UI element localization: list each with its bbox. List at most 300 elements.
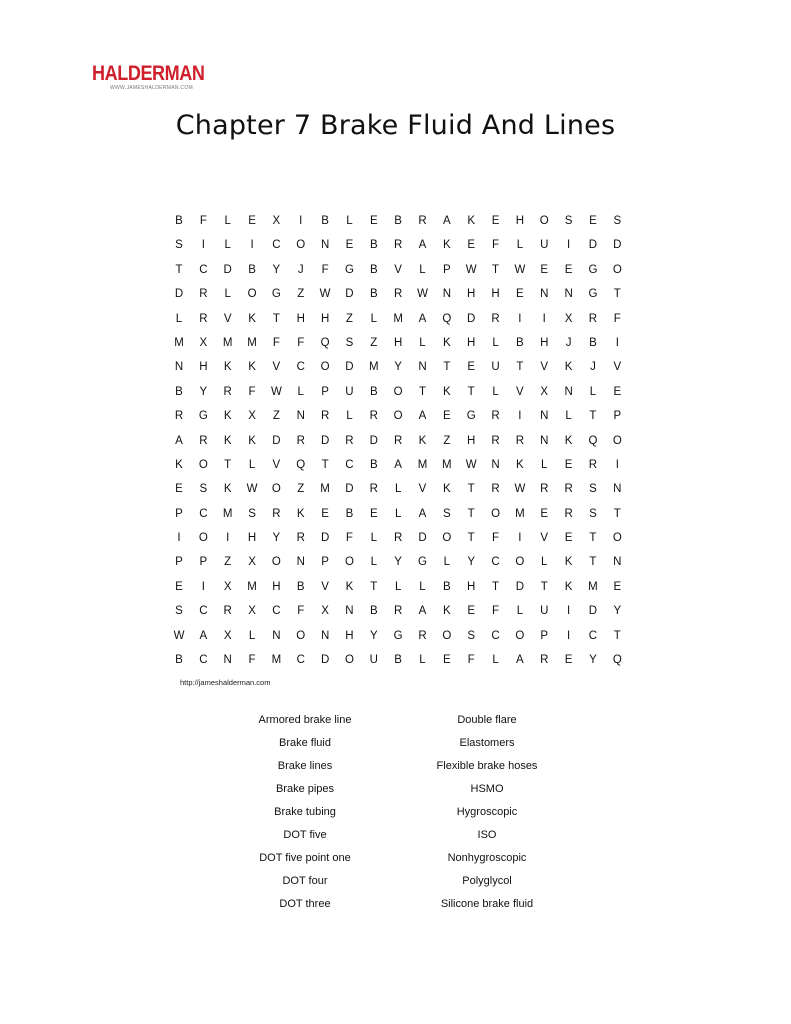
grid-letter: N <box>613 483 622 496</box>
grid-letter: K <box>345 580 354 593</box>
grid-letter: E <box>248 215 256 227</box>
grid-letter: C <box>588 629 598 642</box>
grid-letter: P <box>540 629 549 642</box>
grid-letter: D <box>613 239 622 252</box>
grid-letter: Y <box>369 629 378 642</box>
grid-letter: U <box>540 239 549 252</box>
grid-letter: O <box>612 263 622 276</box>
grid-letter: M <box>393 312 403 325</box>
grid-letter: D <box>320 532 330 545</box>
grid-letter: R <box>540 483 549 496</box>
grid-letter: L <box>589 385 597 398</box>
grid-letter: K <box>248 361 256 374</box>
grid-letter: N <box>320 239 330 252</box>
grid-letter: O <box>296 629 306 642</box>
grid-letter: J <box>565 336 572 349</box>
grid-letter: J <box>297 263 304 276</box>
grid-letter: O <box>198 458 208 471</box>
grid-letter: D <box>588 605 598 618</box>
grid-letter: B <box>369 239 378 252</box>
grid-letter: L <box>419 263 426 276</box>
grid-letter: T <box>589 556 597 569</box>
grid-letter: O <box>344 654 354 667</box>
grid-letter: N <box>296 410 305 423</box>
grid-letter: R <box>393 434 403 447</box>
grid-letter: B <box>369 385 378 398</box>
grid-letter: G <box>588 288 598 301</box>
grid-letter: H <box>320 312 330 325</box>
grid-letter: O <box>612 434 622 447</box>
grid-letter: L <box>541 458 548 471</box>
grid-letter: N <box>540 434 549 447</box>
grid-letter: Z <box>224 556 232 569</box>
grid-letter: K <box>175 458 183 471</box>
grid-letter: F <box>248 654 256 667</box>
grid-letter: L <box>419 336 426 349</box>
grid-letter: K <box>467 215 476 227</box>
grid-letter: M <box>222 507 233 520</box>
grid-letter: A <box>418 605 427 618</box>
grid-letter: F <box>492 532 500 545</box>
grid-letter: E <box>467 239 476 252</box>
grid-letter: T <box>370 580 378 593</box>
grid-letter: O <box>296 239 306 252</box>
grid-letter: H <box>540 336 549 349</box>
grid-letter: I <box>615 336 619 349</box>
grid-letter: N <box>564 288 573 301</box>
grid-letter: Q <box>296 458 306 471</box>
grid-letter: W <box>173 629 185 642</box>
grid-letter: H <box>467 434 476 447</box>
grid-letter: I <box>177 532 181 545</box>
word-list-item: Flexible brake hoses <box>436 760 538 772</box>
grid-letter: B <box>175 654 183 667</box>
grid-letter: E <box>540 263 549 276</box>
grid-letter: W <box>246 483 258 496</box>
grid-letter: Y <box>589 654 597 667</box>
grid-letter: N <box>540 410 549 423</box>
grid-letter: W <box>514 483 526 496</box>
grid-letter: R <box>199 288 208 301</box>
grid-letter: L <box>346 410 353 423</box>
grid-letter: R <box>491 434 500 447</box>
grid-letter: E <box>613 580 622 593</box>
grid-letter: M <box>222 336 233 349</box>
grid-letter: B <box>394 654 402 667</box>
grid-letter: P <box>321 385 329 398</box>
grid-letter: N <box>272 629 281 642</box>
grid-letter: F <box>613 312 621 325</box>
grid-letter: E <box>321 507 329 520</box>
grid-letter: I <box>250 239 254 252</box>
grid-letter: N <box>442 288 451 301</box>
grid-letter: S <box>175 605 183 618</box>
grid-letter: K <box>443 605 451 618</box>
grid-letter: R <box>174 410 184 423</box>
grid-letter: Q <box>612 654 622 667</box>
grid-letter: I <box>299 215 303 227</box>
grid-letter: R <box>393 239 403 252</box>
grid-letter: R <box>564 507 573 520</box>
word-list-item: Armored brake line <box>258 714 352 726</box>
grid-letter: D <box>345 361 354 374</box>
grid-letter: L <box>224 239 231 252</box>
grid-letter: Z <box>272 410 280 423</box>
grid-letter: G <box>344 263 354 276</box>
grid-letter: B <box>369 263 378 276</box>
word-list-item: Brake pipes <box>275 783 335 795</box>
grid-letter: N <box>491 458 500 471</box>
grid-letter: B <box>175 385 183 398</box>
grid-letter: T <box>613 507 621 520</box>
grid-letter: A <box>418 312 427 325</box>
grid-letter: R <box>296 434 305 447</box>
word-list-item: Nonhygroscopic <box>447 852 527 864</box>
grid-letter: D <box>174 288 184 301</box>
grid-letter: U <box>369 654 378 667</box>
grid-letter: T <box>589 532 597 545</box>
grid-letter: F <box>492 605 500 618</box>
grid-letter: L <box>419 654 426 667</box>
grid-letter: C <box>199 654 208 667</box>
grid-letter: I <box>518 532 522 545</box>
grid-letter: N <box>613 556 622 569</box>
grid-letter: W <box>465 458 477 471</box>
grid-letter: S <box>564 215 573 227</box>
grid-letter: H <box>491 288 500 301</box>
grid-letter: C <box>491 629 500 642</box>
grid-letter: G <box>198 410 208 423</box>
grid-letter: N <box>174 361 184 374</box>
grid-letter: B <box>321 215 329 227</box>
grid-letter: E <box>369 507 378 520</box>
grid-letter: O <box>271 556 281 569</box>
grid-letter: E <box>540 507 549 520</box>
grid-letter: D <box>588 239 598 252</box>
word-list-item: Brake tubing <box>274 806 336 818</box>
grid-letter: D <box>320 654 330 667</box>
word-list-item: Double flare <box>457 714 517 726</box>
grid-letter: C <box>272 605 281 618</box>
word-list-item: ISO <box>477 829 497 841</box>
grid-letter: G <box>418 556 427 569</box>
grid-letter: S <box>175 239 183 252</box>
word-list-item: DOT three <box>279 898 331 910</box>
grid-letter: N <box>564 385 573 398</box>
grid-letter: I <box>615 458 619 471</box>
grid-letter: T <box>272 312 280 325</box>
grid-letter: K <box>443 483 451 496</box>
grid-letter: H <box>199 361 208 374</box>
grid-letter: E <box>175 483 183 496</box>
grid-letter: X <box>248 556 256 569</box>
grid-letter: D <box>320 434 330 447</box>
grid-letter: L <box>224 215 231 227</box>
grid-letter: C <box>296 654 305 667</box>
grid-letter: L <box>565 410 572 423</box>
grid-letter: Y <box>613 605 622 618</box>
grid-letter: K <box>443 336 451 349</box>
grid-letter: I <box>566 239 571 252</box>
grid-letter: O <box>442 629 452 642</box>
grid-letter: X <box>272 215 281 227</box>
grid-letter: F <box>272 336 280 349</box>
grid-letter: L <box>248 458 256 471</box>
grid-letter: S <box>345 336 354 349</box>
grid-letter: F <box>345 532 353 545</box>
grid-letter: D <box>369 434 378 447</box>
grid-letter: A <box>418 507 427 520</box>
grid-letter: G <box>466 410 476 423</box>
grid-letter: T <box>467 385 475 398</box>
grid-letter: L <box>443 556 451 569</box>
grid-letter: U <box>345 385 354 398</box>
grid-letter: B <box>296 580 305 593</box>
grid-letter: D <box>272 434 281 447</box>
grid-letter: H <box>247 532 257 545</box>
grid-letter: W <box>319 288 331 301</box>
grid-letter: X <box>321 605 329 618</box>
grid-letter: R <box>199 434 208 447</box>
grid-letter: D <box>418 532 427 545</box>
grid-letter: P <box>443 263 451 276</box>
grid-letter: R <box>393 605 403 618</box>
grid-letter: H <box>296 312 305 325</box>
grid-letter: H <box>515 215 525 227</box>
grid-letter: T <box>443 361 451 374</box>
grid-letter: H <box>467 288 476 301</box>
grid-letter: O <box>271 483 281 496</box>
grid-letter: Q <box>442 312 452 325</box>
grid-letter: B <box>248 263 256 276</box>
grid-letter: X <box>564 312 573 325</box>
grid-letter: P <box>613 410 622 423</box>
grid-letter: B <box>369 605 378 618</box>
grid-letter: C <box>199 605 208 618</box>
grid-letter: L <box>248 629 256 642</box>
grid-letter: H <box>272 580 281 593</box>
grid-letter: E <box>564 532 573 545</box>
grid-letter: O <box>612 532 622 545</box>
grid-letter: V <box>540 361 549 374</box>
grid-letter: T <box>613 629 621 642</box>
grid-letter: K <box>223 483 232 496</box>
grid-letter: G <box>588 263 598 276</box>
grid-letter: M <box>417 458 428 471</box>
grid-letter: V <box>394 263 402 276</box>
grid-letter: L <box>224 288 231 301</box>
grid-letter: R <box>199 312 208 325</box>
grid-letter: L <box>370 312 377 325</box>
word-list-item: Silicone brake fluid <box>440 898 534 910</box>
grid-letter: Y <box>272 532 281 545</box>
grid-letter: W <box>514 263 526 276</box>
grid-letter: M <box>271 654 282 667</box>
grid-letter: A <box>418 239 427 252</box>
grid-letter: T <box>467 532 475 545</box>
grid-letter: P <box>175 556 183 569</box>
grid-letter: S <box>589 507 597 520</box>
grid-letter: X <box>248 605 256 618</box>
grid-letter: I <box>518 410 522 423</box>
grid-letter: S <box>613 215 622 227</box>
grid-letter: M <box>515 507 525 520</box>
grid-letter: I <box>566 629 571 642</box>
grid-letter: K <box>564 556 573 569</box>
grid-letter: O <box>247 288 257 301</box>
word-list-left <box>236 712 374 919</box>
grid-letter: F <box>297 605 305 618</box>
grid-letter: T <box>321 458 329 471</box>
grid-letter: K <box>564 580 573 593</box>
grid-letter: L <box>516 239 524 252</box>
grid-letter: M <box>369 361 379 374</box>
grid-letter: N <box>540 288 549 301</box>
grid-letter: P <box>175 507 183 520</box>
grid-letter: V <box>223 312 232 325</box>
grid-letter: D <box>345 288 354 301</box>
grid-letter: E <box>345 239 354 252</box>
word-list-item: Hygroscopic <box>456 806 518 818</box>
grid-letter: V <box>321 580 329 593</box>
grid-letter: M <box>442 458 452 471</box>
grid-letter: T <box>467 507 475 520</box>
grid-letter: W <box>417 288 428 301</box>
grid-letter: S <box>443 507 451 520</box>
grid-letter: L <box>394 507 402 520</box>
grid-letter: Z <box>297 288 305 301</box>
grid-letter: A <box>443 215 451 227</box>
grid-letter: P <box>321 556 329 569</box>
grid-letter: T <box>613 288 621 301</box>
word-list-item: Brake fluid <box>279 737 331 749</box>
source-url: http://jameshalderman.com <box>180 678 271 687</box>
grid-letter: W <box>270 385 282 398</box>
grid-letter: R <box>320 410 330 423</box>
grid-letter: Y <box>199 385 208 398</box>
grid-letter: R <box>223 385 232 398</box>
grid-letter: O <box>320 361 330 374</box>
word-list-item: HSMO <box>470 783 504 795</box>
grid-letter: Z <box>443 434 451 447</box>
grid-letter: F <box>248 385 256 398</box>
grid-letter: F <box>297 336 305 349</box>
logo-wordmark: HALDERMAN <box>92 62 205 85</box>
grid-letter: V <box>540 532 549 545</box>
grid-letter: I <box>201 239 205 252</box>
grid-letter: T <box>224 458 232 471</box>
grid-letter: B <box>345 507 354 520</box>
grid-letter: K <box>223 361 232 374</box>
grid-letter: E <box>564 458 573 471</box>
grid-letter: E <box>467 605 476 618</box>
grid-letter: E <box>443 654 451 667</box>
halderman-logo <box>92 62 205 91</box>
logo-url: WWW.JAMESHALDERMAN.COM <box>110 85 193 91</box>
grid-letter: G <box>271 288 281 301</box>
grid-letter: Q <box>588 434 598 447</box>
grid-letter: D <box>223 263 232 276</box>
grid-letter: L <box>370 532 377 545</box>
grid-letter: K <box>248 312 256 325</box>
grid-letter: C <box>199 507 208 520</box>
grid-letter: Z <box>370 336 378 349</box>
grid-letter: T <box>540 580 548 593</box>
grid-letter: N <box>418 361 427 374</box>
grid-letter: M <box>247 580 257 593</box>
grid-letter: F <box>199 215 207 227</box>
grid-letter: L <box>175 312 183 325</box>
grid-letter: B <box>394 215 402 227</box>
grid-letter: R <box>393 532 403 545</box>
grid-letter: X <box>223 629 232 642</box>
grid-letter: T <box>418 385 427 398</box>
grid-letter: F <box>492 239 500 252</box>
word-list-item: DOT four <box>282 875 328 887</box>
grid-letter: O <box>515 629 525 642</box>
grid-letter: U <box>491 361 500 374</box>
grid-letter: Z <box>345 312 353 325</box>
grid-letter: P <box>199 556 208 569</box>
grid-letter: E <box>175 580 183 593</box>
grid-letter: N <box>296 556 305 569</box>
grid-letter: R <box>588 312 598 325</box>
grid-letter: V <box>613 361 622 374</box>
grid-letter: D <box>515 580 525 593</box>
grid-letter: R <box>369 410 378 423</box>
grid-letter: C <box>491 556 500 569</box>
grid-letter: L <box>541 556 548 569</box>
grid-letter: F <box>467 654 475 667</box>
grid-letter: V <box>272 458 281 471</box>
grid-letter: O <box>198 532 208 545</box>
grid-letter: K <box>564 434 573 447</box>
grid-letter: R <box>393 288 403 301</box>
grid-letter: Z <box>297 483 305 496</box>
grid-letter: K <box>223 410 232 423</box>
grid-letter: D <box>467 312 476 325</box>
grid-letter: C <box>199 263 208 276</box>
grid-letter: B <box>516 336 524 349</box>
grid-letter: E <box>516 288 524 301</box>
grid-letter: X <box>540 385 549 398</box>
grid-letter: O <box>491 507 501 520</box>
grid-letter: Q <box>320 336 330 349</box>
word-list-item: DOT five point one <box>259 852 351 864</box>
grid-letter: R <box>272 507 281 520</box>
grid-letter: R <box>540 654 549 667</box>
grid-letter: I <box>201 580 205 593</box>
grid-letter: L <box>394 483 402 496</box>
grid-letter: R <box>418 215 427 227</box>
grid-letter: E <box>369 215 378 227</box>
grid-letter: L <box>516 605 524 618</box>
grid-letter: K <box>223 434 232 447</box>
page-title: Chapter 7 Brake Fluid And Lines <box>175 110 616 141</box>
grid-letter: E <box>613 385 622 398</box>
grid-letter: V <box>418 483 427 496</box>
grid-letter: X <box>223 580 232 593</box>
grid-letter: E <box>564 263 573 276</box>
grid-letter: K <box>516 458 524 471</box>
grid-letter: I <box>226 532 230 545</box>
grid-letter: L <box>492 336 499 349</box>
grid-letter: U <box>540 605 549 618</box>
grid-letter: R <box>515 434 525 447</box>
grid-letter: N <box>223 654 232 667</box>
word-list-item: Polyglycol <box>462 875 512 887</box>
grid-letter: R <box>345 434 354 447</box>
